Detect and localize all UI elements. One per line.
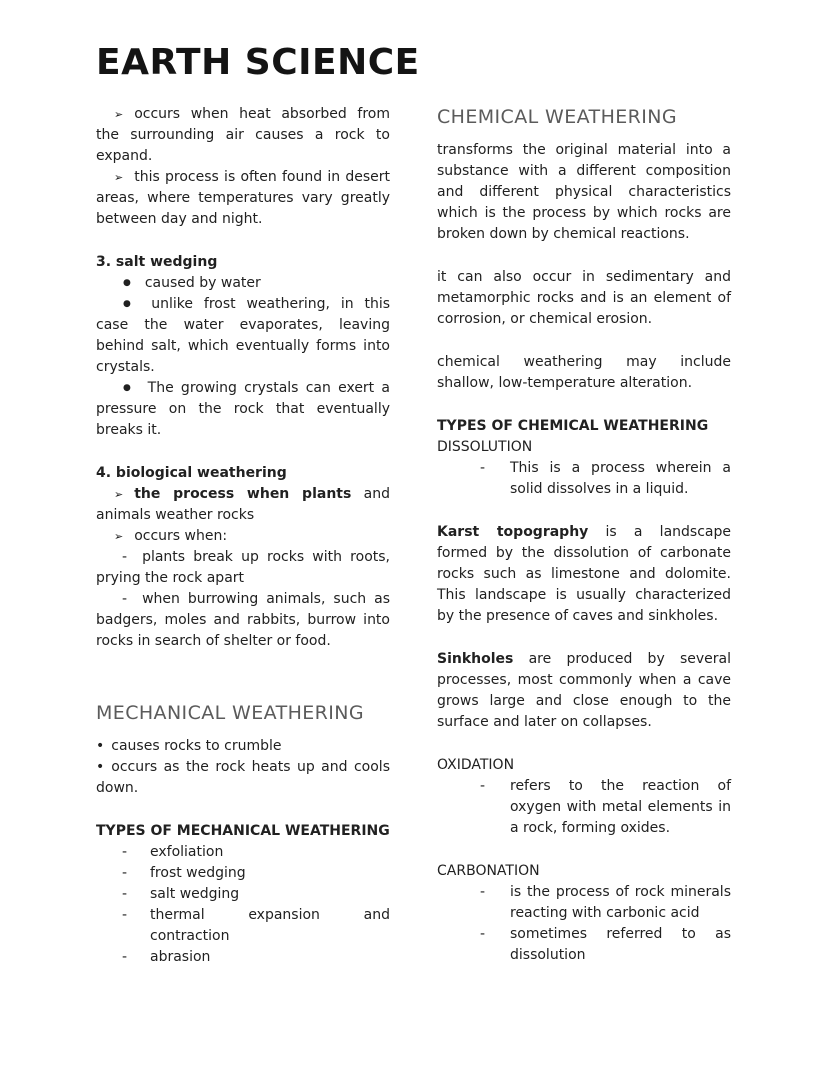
thermal-note-paragraph bbox=[96, 167, 390, 230]
list-item-text: This is a process wherein a solid dissolves in a liquid. bbox=[510, 460, 731, 497]
sinkholes-definition: are produced by several processes, most commonly when a cave grows large and close enough to the surface and later on collapses. bbox=[437, 651, 731, 730]
dash-bullet-icon: - bbox=[122, 844, 128, 860]
list-item bbox=[96, 378, 390, 441]
list-item bbox=[96, 947, 390, 968]
small-dot-bullet-icon: • bbox=[96, 759, 105, 775]
dash-bullet-icon: - bbox=[122, 549, 128, 565]
dash-bullet-icon: - bbox=[122, 886, 128, 902]
oxidation-heading: OXIDATION bbox=[437, 757, 515, 773]
list-item-text: causes rocks to crumble bbox=[111, 738, 282, 754]
list-item bbox=[96, 863, 390, 884]
karst-topography-paragraph bbox=[437, 522, 731, 627]
arrow-bullet-icon: ➢ bbox=[114, 530, 124, 543]
dot-bullet-icon: ● bbox=[123, 299, 138, 309]
list-item-text: The growing crystals can exert a pressure on the rock that eventually breaks it. bbox=[96, 380, 390, 438]
chemical-intro-paragraph: transforms the original material into a substance with a different composition and different physical characteristics which is the process by which rocks are broken down by chemical reactions. bbox=[437, 142, 731, 242]
carbonation-heading: CARBONATION bbox=[437, 863, 540, 879]
occurs-when-label bbox=[96, 526, 390, 547]
list-item bbox=[96, 736, 390, 757]
thermal-note-text: this process is often found in desert areas, where temperatures vary greatly between day and night. bbox=[96, 169, 390, 227]
dash-bullet-icon: - bbox=[480, 460, 486, 476]
list-item-text: caused by water bbox=[144, 275, 261, 291]
dash-bullet-icon: - bbox=[480, 926, 486, 942]
list-item-text: exfoliation bbox=[150, 844, 224, 860]
list-item-text: is the process of rock minerals reacting with carbonic acid bbox=[510, 884, 731, 921]
list-item bbox=[96, 905, 390, 947]
small-dot-bullet-icon: • bbox=[96, 738, 105, 754]
dash-bullet-icon: - bbox=[122, 907, 128, 923]
list-item bbox=[96, 842, 390, 863]
list-item bbox=[437, 458, 731, 500]
dot-bullet-icon: ● bbox=[123, 383, 134, 393]
thermal-note-text: occurs when heat absorbed from the surrounding air causes a rock to expand. bbox=[96, 106, 390, 164]
dissolution-heading: DISSOLUTION bbox=[437, 439, 533, 455]
arrow-bullet-icon: ➢ bbox=[114, 171, 124, 184]
karst-term: Karst topography bbox=[437, 524, 589, 540]
arrow-bullet-icon: ➢ bbox=[114, 488, 124, 501]
dot-bullet-icon: ● bbox=[123, 278, 131, 288]
list-item bbox=[96, 273, 390, 294]
two-column-layout bbox=[96, 40, 732, 968]
types-of-chemical-weathering-heading: TYPES OF CHEMICAL WEATHERING bbox=[437, 418, 709, 434]
chemical-intro-paragraph: it can also occur in sedimentary and metamorphic rocks and is an element of corrosion, or chemical erosion. bbox=[437, 269, 731, 327]
dash-bullet-icon: - bbox=[122, 591, 128, 607]
list-item-text: occurs as the rock heats up and cools down. bbox=[96, 759, 390, 796]
list-item bbox=[437, 776, 731, 839]
list-item-text: unlike frost weathering, in this case the water evaporates, leaving behind salt, which eventually forms into crystals. bbox=[96, 296, 390, 375]
document-title: EARTH SCIENCE bbox=[96, 42, 420, 83]
sinkholes-term: Sinkholes bbox=[437, 651, 514, 667]
chemical-intro-paragraph: chemical weathering may include shallow, low-temperature alteration. bbox=[437, 354, 731, 391]
dash-bullet-icon: - bbox=[122, 865, 128, 881]
list-item-text: refers to the reaction of oxygen with metal elements in a rock, forming oxides. bbox=[510, 778, 731, 836]
list-item-text: salt wedging bbox=[150, 886, 240, 902]
biological-definition-bold: the process when plants bbox=[134, 486, 352, 502]
list-item-text: plants break up rocks with roots, prying the rock apart bbox=[96, 549, 390, 586]
thermal-note-paragraph bbox=[96, 104, 390, 167]
list-item-text: when burrowing animals, such as badgers, moles and rabbits, burrow into rocks in search of shelter or food. bbox=[96, 591, 390, 649]
list-item bbox=[96, 294, 390, 378]
list-item-text: sometimes referred to as dissolution bbox=[510, 926, 731, 963]
list-item-text: abrasion bbox=[150, 949, 211, 965]
list-item-text: frost wedging bbox=[150, 865, 246, 881]
right-column bbox=[437, 40, 731, 968]
list-item bbox=[437, 882, 731, 924]
list-item-text: thermal expansion and contraction bbox=[150, 907, 390, 944]
arrow-bullet-icon: ➢ bbox=[114, 108, 124, 121]
dash-bullet-icon: - bbox=[480, 884, 486, 900]
list-item bbox=[96, 589, 390, 652]
biological-definition-rest: and animals weather rocks bbox=[96, 486, 390, 523]
section-heading-mechanical-weathering: MECHANICAL WEATHERING bbox=[96, 702, 365, 724]
list-item bbox=[96, 884, 390, 905]
dash-bullet-icon: - bbox=[480, 778, 486, 794]
biological-definition-paragraph bbox=[96, 484, 390, 526]
biological-weathering-heading: 4. biological weathering bbox=[96, 465, 287, 481]
dash-bullet-icon: - bbox=[122, 949, 128, 965]
types-of-mechanical-weathering-heading: TYPES OF MECHANICAL WEATHERING bbox=[96, 823, 390, 839]
karst-definition: is a landscape formed by the dissolution of carbonate rocks such as limestone and dolomite. This landscape is usually characterized by the presence of caves and sinkholes. bbox=[437, 524, 731, 624]
section-heading-chemical-weathering: CHEMICAL WEATHERING bbox=[437, 106, 677, 128]
sinkholes-paragraph bbox=[437, 649, 731, 733]
salt-wedging-heading: 3. salt wedging bbox=[96, 254, 218, 270]
list-item bbox=[437, 924, 731, 966]
occurs-when-text: occurs when: bbox=[134, 528, 228, 544]
left-column bbox=[96, 40, 420, 968]
list-item bbox=[96, 757, 390, 799]
list-item bbox=[96, 547, 390, 589]
